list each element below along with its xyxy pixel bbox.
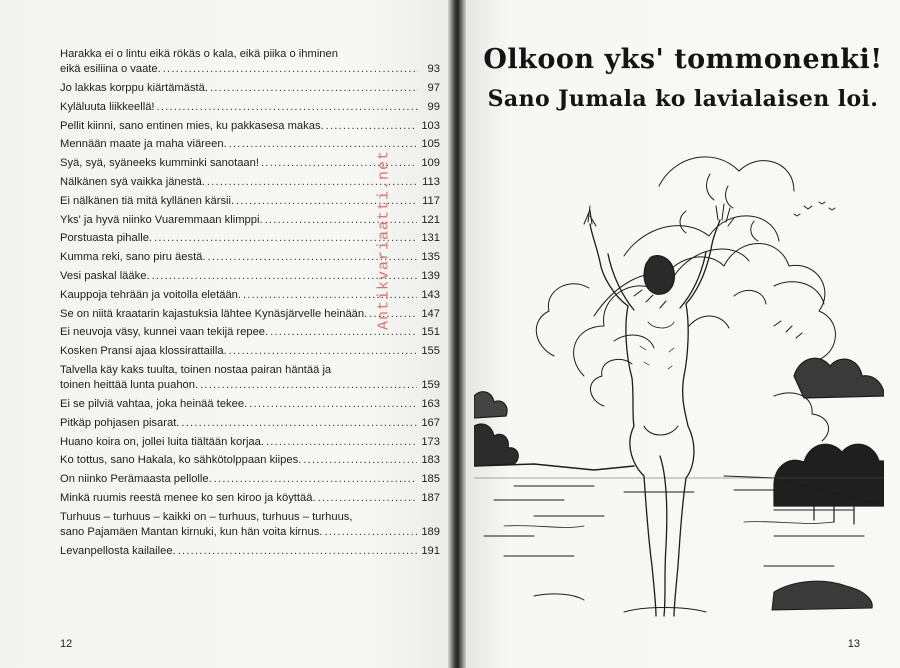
- toc-entry-page-number: 97: [427, 82, 440, 94]
- toc-entry-page-number: 139: [421, 269, 440, 282]
- toc-entry-title-line: Turhuus – turhuus – kaikki on – turhuus, turhuus – turhuus,: [60, 510, 353, 523]
- right-trees-drawing: [774, 358, 884, 524]
- toc-entry-title: Ei se pilviä vahtaa, joka heinää tekee.: [60, 397, 248, 410]
- toc-entry-title: On niinko Perämaasta pellolle.: [60, 473, 212, 486]
- toc-entry: [60, 119, 440, 134]
- toc-entry: [60, 397, 440, 412]
- toc-entry: [60, 344, 440, 359]
- toc-entry-title: sano Pajamäen Mantan kirnuki, kun hän voita kirnus.: [60, 525, 323, 538]
- toc-leader-dots: [265, 213, 418, 228]
- toc-entry: [60, 435, 440, 450]
- toc-entry-title: Mennään maate ja maha viäreen.: [60, 138, 227, 151]
- toc-leader-dots: [326, 119, 418, 134]
- toc-entry: [60, 100, 440, 115]
- toc-leader-dots: [229, 344, 418, 359]
- toc-entry-title: Huano koira on, jollei luita tiältään korjaa.: [60, 435, 264, 448]
- toc-entry-title: Kosken Pransi ajaa klossirattailla.: [60, 345, 227, 358]
- toc-entry-title: Nälkänen syä vaikka jänestä.: [60, 175, 205, 188]
- toc-entry-page-number: 99: [427, 100, 440, 113]
- toc-entry-title: Porstuasta pihalle.: [60, 232, 153, 245]
- toc-entry: [60, 416, 440, 431]
- toc-entry-page-number: 167: [421, 416, 440, 429]
- toc-leader-dots: [181, 416, 417, 431]
- toc-leader-dots: [214, 472, 418, 487]
- toc-entry-page-number: 189: [421, 525, 440, 538]
- toc-entry-title: Kyläluuta liikkeellä!: [60, 100, 155, 113]
- toc-entry-title: Kauppoja tehrään ja voitolla eletään.: [60, 288, 241, 301]
- toc-leader-dots: [200, 378, 417, 393]
- toc-entry-page-number: 131: [421, 232, 440, 245]
- chapter-subheading: Sano Jumala ko lavialaisen loi.: [487, 86, 879, 112]
- birds-drawing: [794, 202, 835, 216]
- human-figure-drawing: [584, 204, 734, 616]
- toc-entry-title: Pitkäp pohjasen pisarat.: [60, 416, 180, 429]
- cloud-drawing: [536, 157, 835, 441]
- toc-entry-title: eikä esiliina o vaate.: [60, 63, 161, 76]
- toc-leader-dots: [249, 397, 417, 412]
- toc-entry-page-number: 135: [421, 251, 440, 264]
- chapter-heading: Olkoon yks' tommonenki!: [483, 44, 883, 75]
- toc-entry-page-number: 185: [421, 473, 440, 486]
- toc-entry-title: toinen heittää lunta puahon.: [60, 379, 199, 392]
- toc-entry-title: Levanpellosta kailailee.: [60, 544, 176, 557]
- page-number-right: 13: [847, 638, 860, 650]
- toc-entry: [60, 510, 440, 540]
- toc-entry: [60, 453, 440, 468]
- toc-entry-page-number: 187: [421, 491, 440, 504]
- toc-entry-page-number: 183: [421, 454, 440, 467]
- toc-entry-title: Jo lakkas korppu kiärtämästä.: [60, 82, 208, 94]
- toc-entry: [60, 81, 440, 96]
- toc-entry: [60, 491, 440, 506]
- toc-leader-dots: [163, 62, 418, 77]
- toc-leader-dots: [178, 544, 418, 559]
- toc-leader-dots: [210, 81, 418, 96]
- toc-leader-dots: [270, 325, 417, 340]
- toc-entry-page-number: 109: [421, 157, 440, 170]
- book-gutter: [448, 0, 466, 668]
- toc-entry-page-number: 143: [421, 288, 440, 301]
- toc-entry-page-number: 159: [421, 379, 440, 392]
- toc-entry-title-line: Talvella käy kaks tuulta, toinen nostaa pairan häntää ja: [60, 363, 332, 376]
- toc-leader-dots: [303, 453, 417, 468]
- toc-entry-title: Pellit kiinni, sano entinen mies, ku pakkasesa makas.: [60, 119, 324, 132]
- foreground-rocks-drawing: [534, 581, 872, 612]
- toc-entry-page-number: 113: [422, 175, 440, 188]
- ink-illustration: [474, 126, 884, 626]
- toc-entry: [60, 363, 440, 393]
- toc-entry-page-number: 117: [422, 194, 440, 207]
- page-number-left: 12: [60, 638, 73, 650]
- toc-entry-title: Yks' ja hyvä niinko Vuaremmaan klimppi.: [60, 213, 263, 226]
- toc-entry-page-number: 173: [421, 435, 440, 448]
- left-trees-drawing: [474, 392, 518, 466]
- toc-entry: [60, 544, 440, 559]
- toc-entry-title: Kumma reki, sano piru äestä.: [60, 251, 206, 264]
- toc-entry-page-number: 121: [421, 213, 440, 226]
- toc-leader-dots: [157, 100, 418, 115]
- toc-entry-title-line: Harakka ei o lintu eikä rökäs o kala, eikä piika o ihminen: [60, 48, 338, 60]
- toc-leader-dots: [318, 491, 418, 506]
- watermark-text: Antikvariaatti.net: [375, 149, 393, 331]
- toc-leader-dots: [261, 156, 417, 171]
- toc-entry-title: Ei nälkänen tiä mitä kyllänen kärsii.: [60, 194, 235, 207]
- toc-entry: [60, 47, 440, 77]
- toc-entry-page-number: 147: [421, 307, 440, 320]
- toc-entry-page-number: 105: [421, 138, 440, 151]
- toc-entry-page-number: 93: [427, 63, 440, 76]
- toc-entry-page-number: 163: [421, 397, 440, 410]
- left-page: [0, 0, 448, 668]
- toc-leader-dots: [266, 435, 417, 450]
- toc-entry: [60, 472, 440, 487]
- toc-entry-title: Vesi paskal lääke.: [60, 269, 150, 282]
- toc-entry-page-number: 151: [421, 326, 440, 339]
- toc-leader-dots: [324, 525, 417, 540]
- toc-entry-title: Minkä ruumis reestä menee ko sen kiroo ja köyttää.: [60, 491, 316, 504]
- toc-entry-page-number: 103: [421, 119, 440, 132]
- toc-entry-title: Ko tottus, sano Hakala, ko sähkötolppaan kiipes.: [60, 454, 302, 467]
- toc-entry-title: Syä, syä, syäneeks kumminki sanotaan!: [60, 157, 259, 170]
- toc-entry-title: Ei neuvoja väsy, kunnei vaan tekijä repee.: [60, 326, 269, 339]
- toc-entry-page-number: 155: [421, 345, 440, 358]
- toc-entry-title: Se on niitä kraatarin kajastuksia lähtee Kynäsjärvelle heinään.: [60, 307, 368, 320]
- toc-entry-page-number: 191: [421, 544, 440, 557]
